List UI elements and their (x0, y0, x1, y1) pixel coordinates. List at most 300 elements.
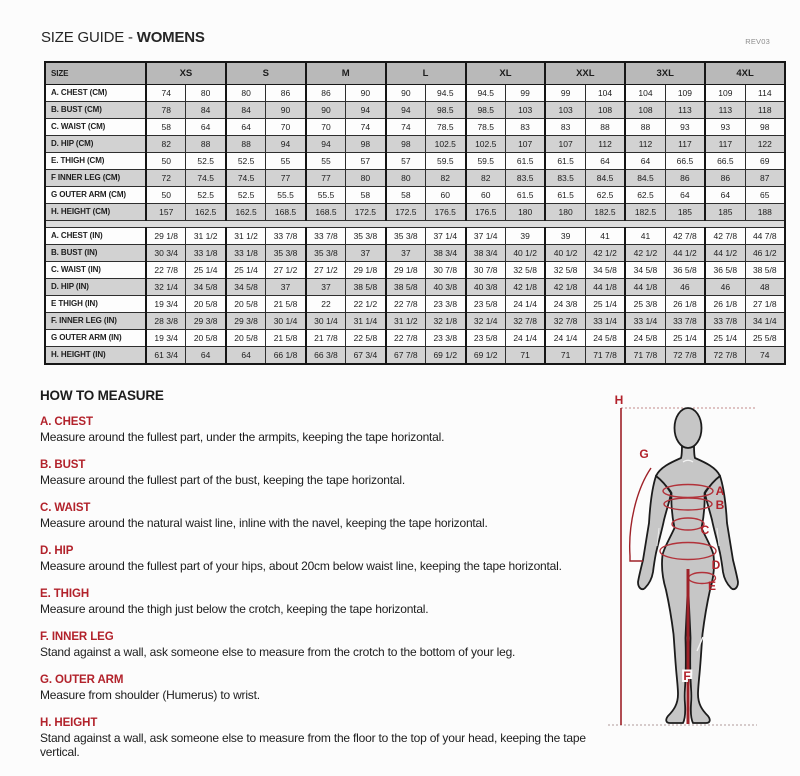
row-label: A. CHEST (IN) (45, 228, 146, 245)
size-value-cell: 66 1/8 (266, 347, 306, 365)
size-value-cell: 77 (266, 170, 306, 187)
row-label: F. INNER LEG (IN) (45, 313, 146, 330)
size-value-cell: 88 (585, 119, 625, 136)
size-value-cell: 78.5 (466, 119, 506, 136)
size-value-cell: 83 (505, 119, 545, 136)
size-value-cell: 42 1/2 (625, 245, 665, 262)
size-value-cell: 107 (545, 136, 585, 153)
measurement-figure (600, 388, 798, 776)
size-value-cell: 33 7/8 (705, 313, 745, 330)
size-value-cell: 185 (705, 204, 745, 221)
row-label: C. WAIST (CM) (45, 119, 146, 136)
size-value-cell: 21 7/8 (306, 330, 346, 347)
label-g: G (639, 447, 649, 461)
size-value-cell: 29 1/8 (146, 228, 186, 245)
size-value-cell: 86 (705, 170, 745, 187)
size-value-cell: 52.5 (226, 187, 266, 204)
size-value-cell: 44 1/2 (665, 245, 705, 262)
size-value-cell: 37 (346, 245, 386, 262)
size-value-cell: 25 1/4 (186, 262, 226, 279)
size-value-cell: 23 5/8 (466, 330, 506, 347)
size-header-l: L (386, 62, 466, 85)
size-value-cell: 37 1/4 (466, 228, 506, 245)
size-value-cell: 84 (226, 102, 266, 119)
size-value-cell: 30 7/8 (466, 262, 506, 279)
measure-item-heading: H. HEIGHT (40, 717, 98, 729)
size-value-cell: 33 7/8 (665, 313, 705, 330)
size-value-cell: 32 7/8 (505, 313, 545, 330)
size-value-cell: 72 (146, 170, 186, 187)
size-value-cell: 37 1/4 (426, 228, 466, 245)
row-label: G OUTER ARM (IN) (45, 330, 146, 347)
size-value-cell: 32 5/8 (545, 262, 585, 279)
size-value-cell: 70 (306, 119, 346, 136)
size-value-cell: 172.5 (346, 204, 386, 221)
row-label: B. BUST (IN) (45, 245, 146, 262)
size-header-3xl: 3XL (625, 62, 705, 85)
size-value-cell: 37 (386, 245, 426, 262)
size-value-cell: 31 1/2 (226, 228, 266, 245)
size-table-header (45, 62, 785, 85)
size-value-cell: 27 1/2 (306, 262, 346, 279)
size-value-cell: 104 (585, 85, 625, 102)
size-value-cell: 62.5 (585, 187, 625, 204)
size-value-cell: 24 3/8 (545, 296, 585, 313)
size-value-cell: 112 (585, 136, 625, 153)
size-value-cell: 90 (266, 102, 306, 119)
size-value-cell: 88 (625, 119, 665, 136)
measure-item-outer-arm (40, 674, 600, 702)
size-value-cell: 29 1/8 (386, 262, 426, 279)
size-value-cell: 107 (505, 136, 545, 153)
size-value-cell: 58 (346, 187, 386, 204)
measure-item-bust (40, 459, 600, 487)
size-value-cell: 67 3/4 (346, 347, 386, 365)
size-value-cell: 38 5/8 (386, 279, 426, 296)
size-value-cell: 59.5 (466, 153, 506, 170)
measure-item-heading: B. BUST (40, 459, 86, 471)
size-value-cell: 27 1/2 (266, 262, 306, 279)
size-value-cell: 38 3/4 (426, 245, 466, 262)
size-value-cell: 55.5 (306, 187, 346, 204)
size-value-cell: 25 1/4 (705, 330, 745, 347)
size-value-cell: 32 5/8 (505, 262, 545, 279)
table-row (45, 187, 785, 204)
size-value-cell: 69 (745, 153, 785, 170)
table-row (45, 245, 785, 262)
size-value-cell: 74 (745, 347, 785, 365)
size-value-cell: 168.5 (306, 204, 346, 221)
size-value-cell: 94 (346, 102, 386, 119)
size-value-cell: 87 (745, 170, 785, 187)
size-value-cell: 42 7/8 (705, 228, 745, 245)
size-value-cell: 58 (386, 187, 426, 204)
size-header-4xl: 4XL (705, 62, 785, 85)
size-table-gap (45, 221, 785, 228)
size-value-cell: 41 (585, 228, 625, 245)
table-row (45, 296, 785, 313)
size-value-cell: 22 (306, 296, 346, 313)
size-value-cell: 94 (266, 136, 306, 153)
measure-item-text: Measure around the natural waist line, inline with the navel, keeping the tape horizontal. (40, 516, 488, 530)
label-c: C (700, 523, 710, 537)
size-value-cell: 72 7/8 (705, 347, 745, 365)
size-value-cell: 30 1/4 (266, 313, 306, 330)
size-value-cell: 66.5 (665, 153, 705, 170)
size-header-m: M (306, 62, 386, 85)
size-value-cell: 114 (745, 85, 785, 102)
size-value-cell: 83.5 (545, 170, 585, 187)
size-value-cell: 117 (665, 136, 705, 153)
size-value-cell: 44 7/8 (745, 228, 785, 245)
measure-item-heading: C. WAIST (40, 502, 91, 514)
table-row (45, 153, 785, 170)
size-value-cell: 80 (186, 85, 226, 102)
size-value-cell: 29 3/8 (186, 313, 226, 330)
size-value-cell: 64 (226, 347, 266, 365)
size-value-cell: 42 1/8 (505, 279, 545, 296)
size-value-cell: 33 7/8 (266, 228, 306, 245)
size-value-cell: 39 (505, 228, 545, 245)
size-header-xs: XS (146, 62, 226, 85)
size-value-cell: 71 (505, 347, 545, 365)
size-value-cell: 23 3/8 (426, 296, 466, 313)
section-divider-cell (45, 221, 785, 228)
size-value-cell: 34 5/8 (625, 262, 665, 279)
size-value-cell: 33 1/8 (226, 245, 266, 262)
size-value-cell: 41 (625, 228, 665, 245)
size-table-wrapper (44, 61, 786, 365)
size-value-cell: 109 (705, 85, 745, 102)
how-to-measure-section (40, 388, 600, 774)
size-value-cell: 84.5 (585, 170, 625, 187)
size-value-cell: 80 (386, 170, 426, 187)
size-value-cell: 94 (306, 136, 346, 153)
size-value-cell: 58 (146, 119, 186, 136)
size-value-cell: 72 7/8 (665, 347, 705, 365)
page-title-prefix: SIZE GUIDE - (41, 29, 137, 46)
size-value-cell: 36 5/8 (705, 262, 745, 279)
size-value-cell: 57 (386, 153, 426, 170)
row-label: G OUTER ARM (CM) (45, 187, 146, 204)
size-value-cell: 33 1/4 (625, 313, 665, 330)
size-value-cell: 117 (705, 136, 745, 153)
table-row (45, 119, 785, 136)
measure-item-heading: E. THIGH (40, 588, 90, 600)
size-value-cell: 34 5/8 (186, 279, 226, 296)
size-value-cell: 22 7/8 (386, 330, 426, 347)
size-value-cell: 69 1/2 (426, 347, 466, 365)
size-value-cell: 108 (585, 102, 625, 119)
size-value-cell: 64 (226, 119, 266, 136)
size-value-cell: 35 3/8 (346, 228, 386, 245)
size-value-cell: 176.5 (426, 204, 466, 221)
size-value-cell: 50 (146, 153, 186, 170)
size-value-cell: 42 1/8 (545, 279, 585, 296)
table-row (45, 347, 785, 365)
size-table-in-section (45, 228, 785, 365)
size-value-cell: 37 (306, 279, 346, 296)
size-value-cell: 24 1/4 (505, 330, 545, 347)
size-value-cell: 26 1/8 (705, 296, 745, 313)
size-value-cell: 88 (186, 136, 226, 153)
size-value-cell: 35 3/8 (306, 245, 346, 262)
size-value-cell: 67 7/8 (386, 347, 426, 365)
size-value-cell: 32 1/4 (146, 279, 186, 296)
size-value-cell: 86 (665, 170, 705, 187)
size-value-cell: 109 (665, 85, 705, 102)
size-value-cell: 22 7/8 (386, 296, 426, 313)
row-label: H. HEIGHT (CM) (45, 204, 146, 221)
size-value-cell: 185 (665, 204, 705, 221)
measure-item-text: Stand against a wall, ask someone else to measure from the crotch to the bottom of your leg. (40, 645, 516, 659)
size-value-cell: 22 1/2 (346, 296, 386, 313)
measure-item-text: Measure around the fullest part of the bust, keeping the tape horizontal. (40, 473, 405, 487)
size-value-cell: 104 (625, 85, 665, 102)
measure-item-text: Measure around the fullest part of your hips, about 20cm below waist line, keeping the tape horizontal. (40, 559, 562, 573)
label-h: H (614, 393, 624, 407)
size-value-cell: 74 (146, 85, 186, 102)
size-value-cell: 93 (705, 119, 745, 136)
revision-label: REV03 (745, 37, 770, 46)
size-value-cell: 113 (705, 102, 745, 119)
size-value-cell: 176.5 (466, 204, 506, 221)
size-value-cell: 102.5 (426, 136, 466, 153)
size-value-cell: 23 5/8 (466, 296, 506, 313)
size-value-cell: 80 (346, 170, 386, 187)
size-value-cell: 25 1/4 (665, 330, 705, 347)
size-value-cell: 86 (306, 85, 346, 102)
size-value-cell: 64 (186, 119, 226, 136)
measure-item-heading: A. CHEST (40, 416, 93, 428)
size-value-cell: 20 5/8 (226, 296, 266, 313)
measure-item-heading: F. INNER LEG (40, 631, 114, 643)
body-diagram (600, 388, 798, 776)
size-value-cell: 34 1/4 (745, 313, 785, 330)
size-value-cell: 59.5 (426, 153, 466, 170)
size-value-cell: 24 1/4 (505, 296, 545, 313)
size-value-cell: 28 3/8 (146, 313, 186, 330)
size-value-cell: 108 (625, 102, 665, 119)
page-title (41, 29, 205, 46)
size-value-cell: 46 (705, 279, 745, 296)
measure-item-chest (40, 416, 600, 444)
size-header-s: S (226, 62, 306, 85)
measure-item-text: Measure around the fullest part, under the armpits, keeping the tape horizontal. (40, 430, 445, 444)
size-value-cell: 31 1/2 (386, 313, 426, 330)
size-value-cell: 33 1/8 (186, 245, 226, 262)
size-value-cell: 172.5 (386, 204, 426, 221)
size-value-cell: 52.5 (186, 153, 226, 170)
size-value-cell: 60 (466, 187, 506, 204)
size-value-cell: 22 5/8 (346, 330, 386, 347)
size-value-cell: 180 (545, 204, 585, 221)
size-value-cell: 34 5/8 (585, 262, 625, 279)
size-value-cell: 112 (625, 136, 665, 153)
size-value-cell: 46 (665, 279, 705, 296)
size-value-cell: 52.5 (186, 187, 226, 204)
measure-item-inner-leg (40, 631, 600, 659)
size-value-cell: 55 (266, 153, 306, 170)
label-d: D (711, 558, 721, 572)
size-value-cell: 82 (146, 136, 186, 153)
size-value-cell: 40 3/8 (426, 279, 466, 296)
size-value-cell: 90 (346, 85, 386, 102)
table-row (45, 330, 785, 347)
size-value-cell: 98 (745, 119, 785, 136)
size-value-cell: 21 5/8 (266, 296, 306, 313)
size-value-cell: 66.5 (705, 153, 745, 170)
row-label: B. BUST (CM) (45, 102, 146, 119)
size-value-cell: 94.5 (466, 85, 506, 102)
size-value-cell: 113 (665, 102, 705, 119)
row-label: F INNER LEG (CM) (45, 170, 146, 187)
size-value-cell: 52.5 (226, 153, 266, 170)
size-value-cell: 32 7/8 (545, 313, 585, 330)
row-label: A. CHEST (CM) (45, 85, 146, 102)
label-e: E (707, 579, 717, 593)
size-value-cell: 40 1/2 (505, 245, 545, 262)
head-shape (675, 408, 702, 448)
size-value-cell: 38 5/8 (346, 279, 386, 296)
size-value-cell: 74 (386, 119, 426, 136)
size-value-cell: 61.5 (545, 153, 585, 170)
size-value-cell: 19 3/4 (146, 296, 186, 313)
size-value-cell: 42 1/2 (585, 245, 625, 262)
size-value-cell: 60 (426, 187, 466, 204)
size-value-cell: 35 3/8 (266, 245, 306, 262)
label-b: B (715, 498, 725, 512)
row-label: D. HIP (CM) (45, 136, 146, 153)
table-row (45, 102, 785, 119)
size-value-cell: 38 5/8 (745, 262, 785, 279)
size-value-cell: 182.5 (625, 204, 665, 221)
size-value-cell: 61 3/4 (146, 347, 186, 365)
size-value-cell: 103 (545, 102, 585, 119)
measure-item-waist (40, 502, 600, 530)
size-value-cell: 71 7/8 (625, 347, 665, 365)
size-value-cell: 66 3/8 (306, 347, 346, 365)
size-value-cell: 64 (625, 153, 665, 170)
section-divider-row (45, 221, 785, 228)
size-value-cell: 30 3/4 (146, 245, 186, 262)
row-label: E THIGH (IN) (45, 296, 146, 313)
size-value-cell: 30 7/8 (426, 262, 466, 279)
size-value-cell: 71 7/8 (585, 347, 625, 365)
size-table-cm-section (45, 85, 785, 221)
size-value-cell: 38 3/4 (466, 245, 506, 262)
how-to-measure-title: HOW TO MEASURE (40, 388, 164, 403)
size-value-cell: 23 3/8 (426, 330, 466, 347)
size-value-cell: 74 (346, 119, 386, 136)
size-value-cell: 30 1/4 (306, 313, 346, 330)
size-value-cell: 20 5/8 (186, 330, 226, 347)
size-value-cell: 29 1/8 (346, 262, 386, 279)
size-value-cell: 19 3/4 (146, 330, 186, 347)
size-value-cell: 33 7/8 (306, 228, 346, 245)
size-value-cell: 98 (386, 136, 426, 153)
size-value-cell: 90 (386, 85, 426, 102)
table-row (45, 85, 785, 102)
row-label: H. HEIGHT (IN) (45, 347, 146, 365)
size-table (44, 61, 786, 365)
measure-item-heading: D. HIP (40, 545, 74, 557)
table-row (45, 279, 785, 296)
size-value-cell: 88 (226, 136, 266, 153)
size-value-cell: 99 (505, 85, 545, 102)
table-row (45, 313, 785, 330)
size-value-cell: 64 (665, 187, 705, 204)
size-value-cell: 31 1/2 (186, 228, 226, 245)
size-value-cell: 42 7/8 (665, 228, 705, 245)
measure-item-heading: G. OUTER ARM (40, 674, 124, 686)
size-value-cell: 34 5/8 (226, 279, 266, 296)
size-value-cell: 29 3/8 (226, 313, 266, 330)
table-row (45, 170, 785, 187)
measure-item-text: Measure from shoulder (Humerus) to wrist. (40, 688, 260, 702)
size-value-cell: 24 1/4 (545, 330, 585, 347)
size-value-cell: 61.5 (505, 153, 545, 170)
size-value-cell: 22 7/8 (146, 262, 186, 279)
size-value-cell: 98.5 (426, 102, 466, 119)
size-value-cell: 48 (745, 279, 785, 296)
size-value-cell: 84.5 (625, 170, 665, 187)
size-value-cell: 78 (146, 102, 186, 119)
size-value-cell: 50 (146, 187, 186, 204)
size-value-cell: 69 1/2 (466, 347, 506, 365)
size-value-cell: 61.5 (545, 187, 585, 204)
size-value-cell: 162.5 (226, 204, 266, 221)
size-value-cell: 33 1/4 (585, 313, 625, 330)
size-value-cell: 71 (545, 347, 585, 365)
size-header-xl: XL (466, 62, 546, 85)
size-value-cell: 57 (346, 153, 386, 170)
row-label: E. THIGH (CM) (45, 153, 146, 170)
table-row (45, 262, 785, 279)
size-value-cell: 31 1/4 (346, 313, 386, 330)
size-value-cell: 65 (745, 187, 785, 204)
size-value-cell: 78.5 (426, 119, 466, 136)
size-value-cell: 46 1/2 (745, 245, 785, 262)
size-value-cell: 99 (545, 85, 585, 102)
size-value-cell: 44 1/2 (705, 245, 745, 262)
size-value-cell: 36 5/8 (665, 262, 705, 279)
size-value-cell: 21 5/8 (266, 330, 306, 347)
size-value-cell: 118 (745, 102, 785, 119)
size-value-cell: 20 5/8 (226, 330, 266, 347)
size-value-cell: 98.5 (466, 102, 506, 119)
size-value-cell: 83 (545, 119, 585, 136)
size-value-cell: 122 (745, 136, 785, 153)
measure-item-text: Measure around the thigh just below the crotch, keeping the tape horizontal. (40, 602, 429, 616)
size-value-cell: 64 (585, 153, 625, 170)
row-label: D. HIP (IN) (45, 279, 146, 296)
size-value-cell: 180 (505, 204, 545, 221)
size-value-cell: 70 (266, 119, 306, 136)
label-a: A (715, 484, 725, 498)
size-value-cell: 162.5 (186, 204, 226, 221)
size-value-cell: 74.5 (226, 170, 266, 187)
size-value-cell: 188 (745, 204, 785, 221)
size-value-cell: 62.5 (625, 187, 665, 204)
size-value-cell: 86 (266, 85, 306, 102)
size-value-cell: 84 (186, 102, 226, 119)
table-row (45, 204, 785, 221)
size-value-cell: 103 (505, 102, 545, 119)
size-value-cell: 39 (545, 228, 585, 245)
page-title-womens: WOMENS (136, 29, 205, 46)
size-value-cell: 20 5/8 (186, 296, 226, 313)
